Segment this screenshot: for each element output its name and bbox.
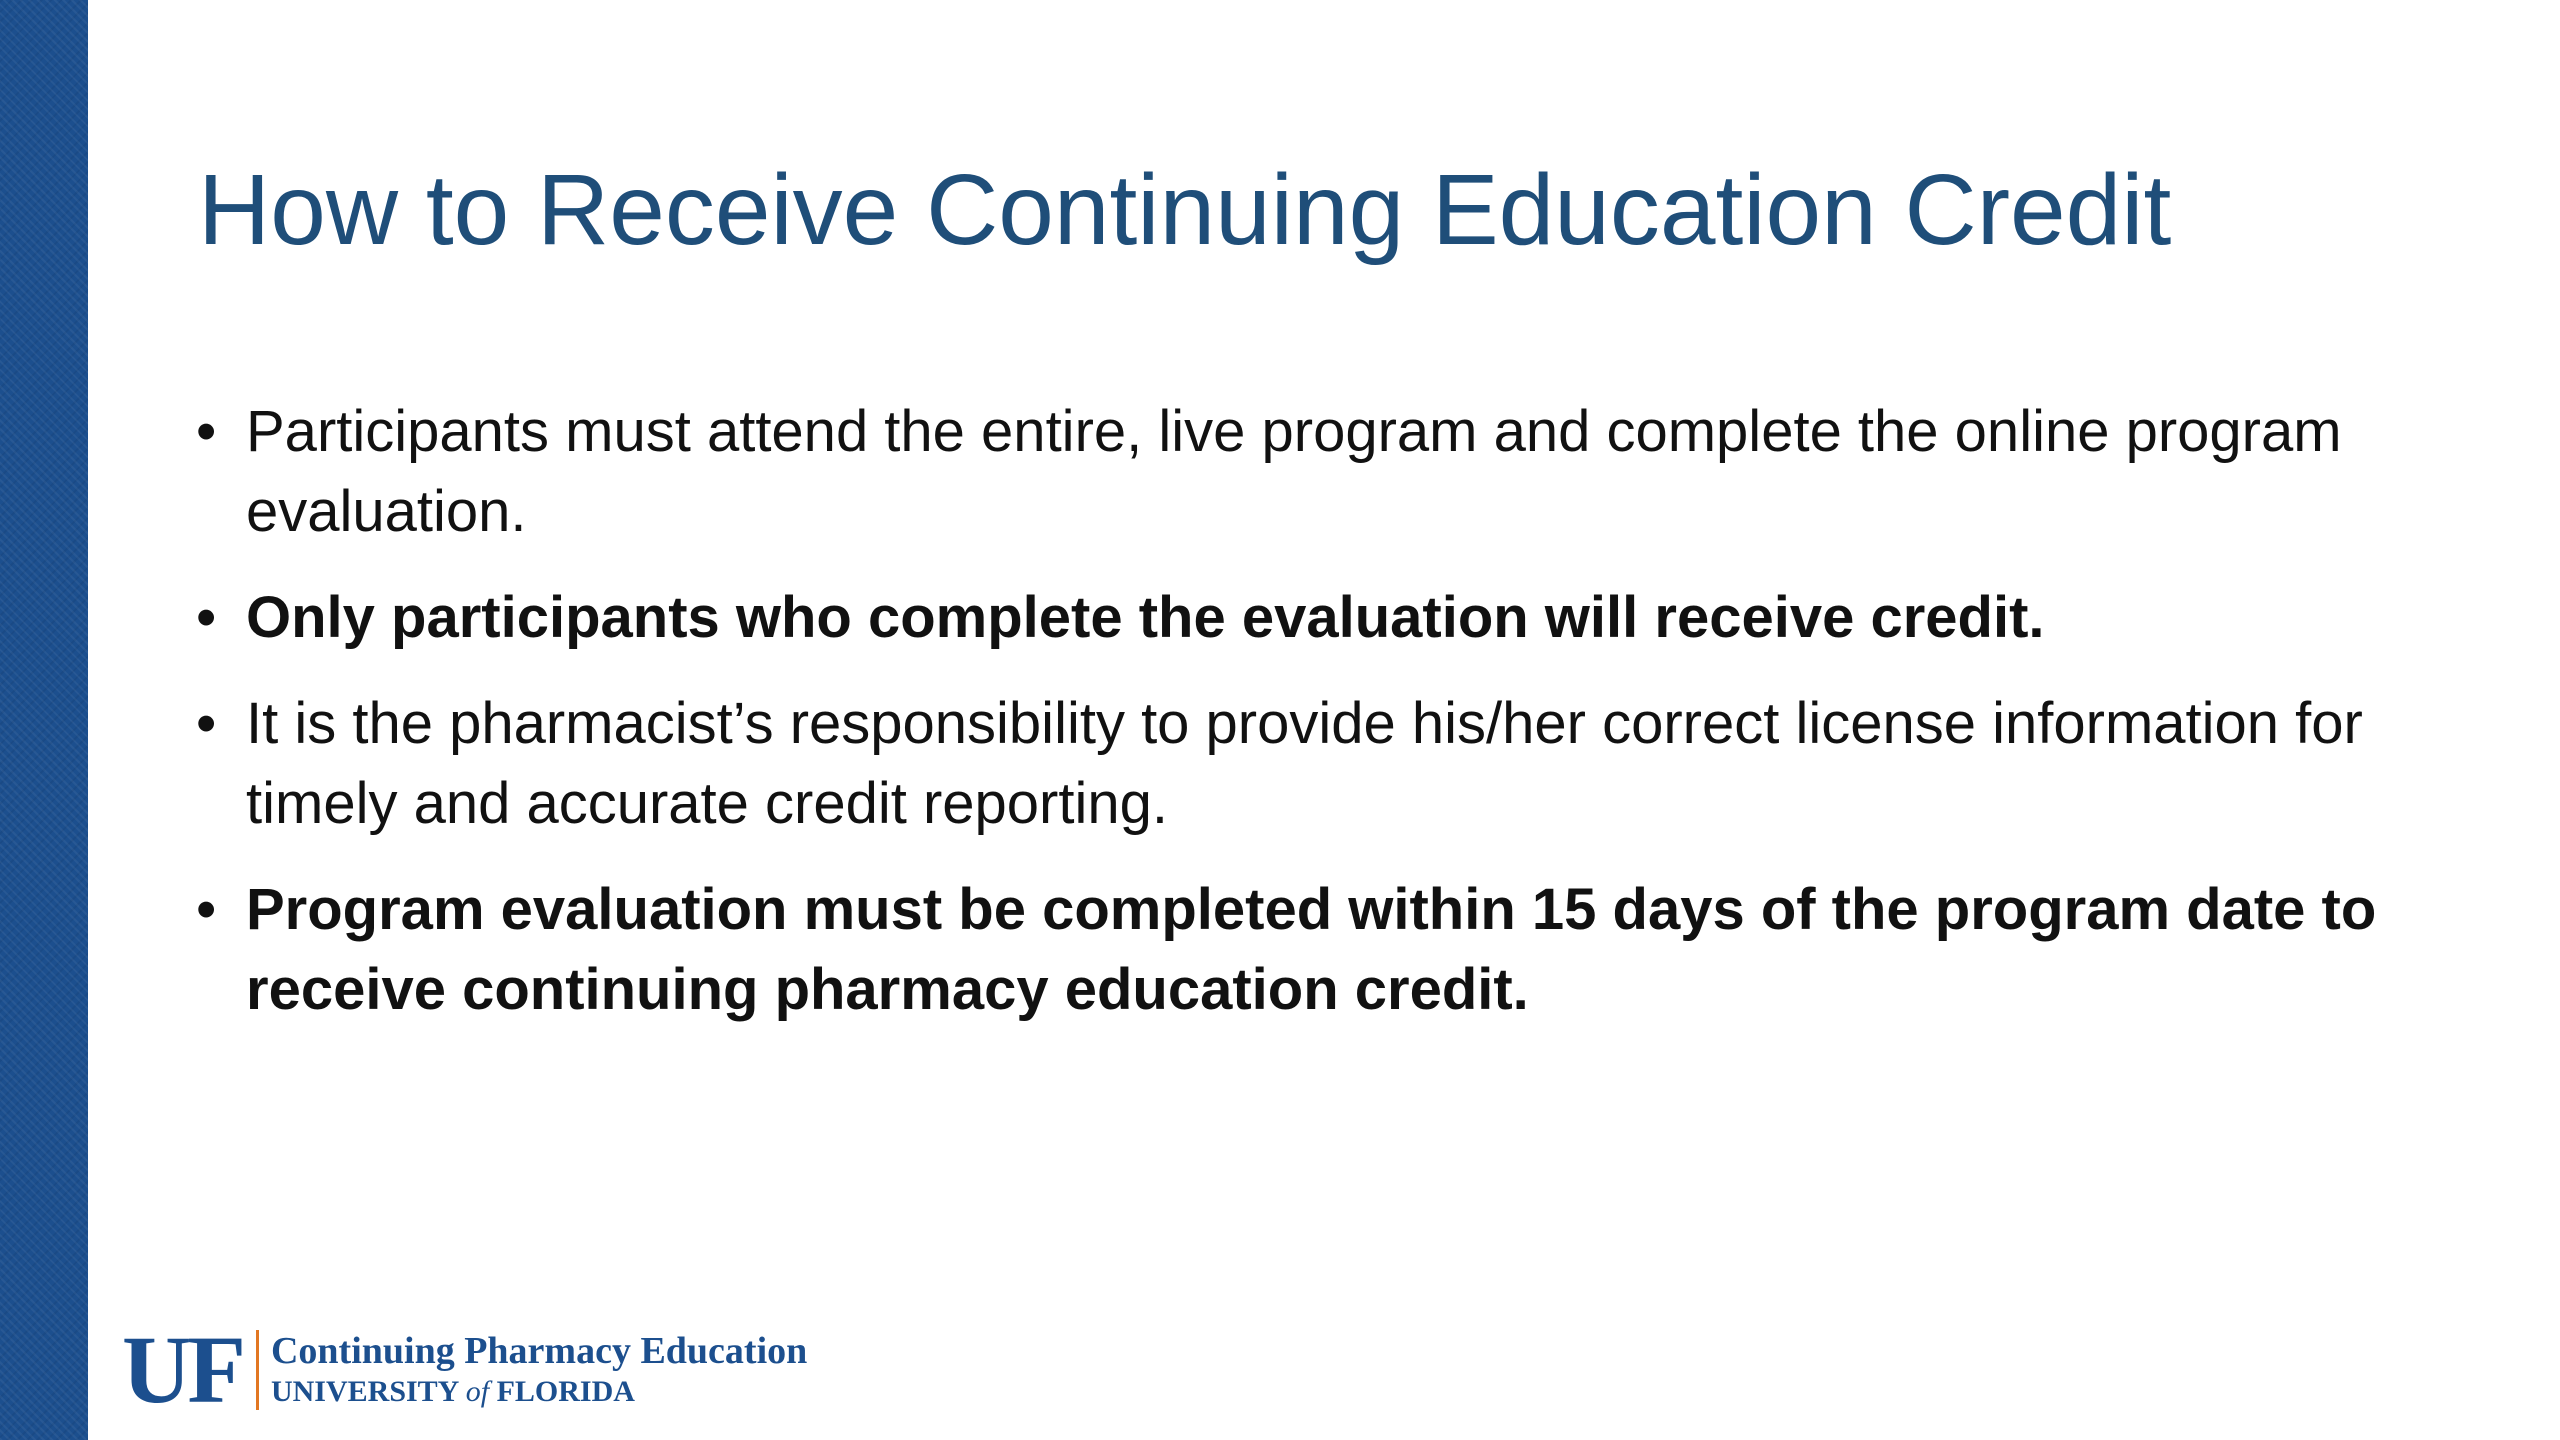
logo-university-suffix: FLORIDA	[489, 1375, 635, 1408]
bullet-item	[196, 870, 2436, 1030]
logo-divider	[256, 1330, 259, 1410]
bullet-text: Participants must attend the entire, live program and complete the online program evaluation.	[246, 399, 2342, 544]
uf-cpe-logo	[122, 1316, 808, 1423]
bullet-list	[196, 392, 2436, 1056]
bullet-item	[196, 392, 2436, 552]
bullet-dot-icon: •	[196, 399, 217, 464]
bullet-dot-icon: •	[196, 585, 217, 650]
bullet-dot-icon: •	[196, 691, 217, 756]
logo-program-name: Continuing Pharmacy Education	[270, 1330, 808, 1372]
bullet-text: Program evaluation must be completed within 15 days of the program date to receive continuing pharmacy education credit.	[246, 877, 2377, 1022]
slide-title: How to Receive Continuing Education Credit	[198, 154, 2172, 266]
logo-university-of: of	[465, 1375, 490, 1408]
bullet-text: Only participants who complete the evaluation will receive credit.	[246, 585, 2045, 650]
logo-text	[271, 1329, 807, 1411]
bullet-item	[196, 684, 2436, 844]
side-accent-bar	[0, 0, 88, 1440]
uf-logo-mark: UF	[122, 1316, 242, 1423]
bullet-text: It is the pharmacist’s responsibility to provide his/her correct license information for timely and accurate credit reporting.	[246, 691, 2363, 836]
logo-university-prefix: UNIVERSITY	[270, 1375, 466, 1408]
bullet-item	[196, 578, 2436, 658]
logo-university-name	[271, 1373, 807, 1411]
bullet-dot-icon: •	[196, 877, 217, 942]
